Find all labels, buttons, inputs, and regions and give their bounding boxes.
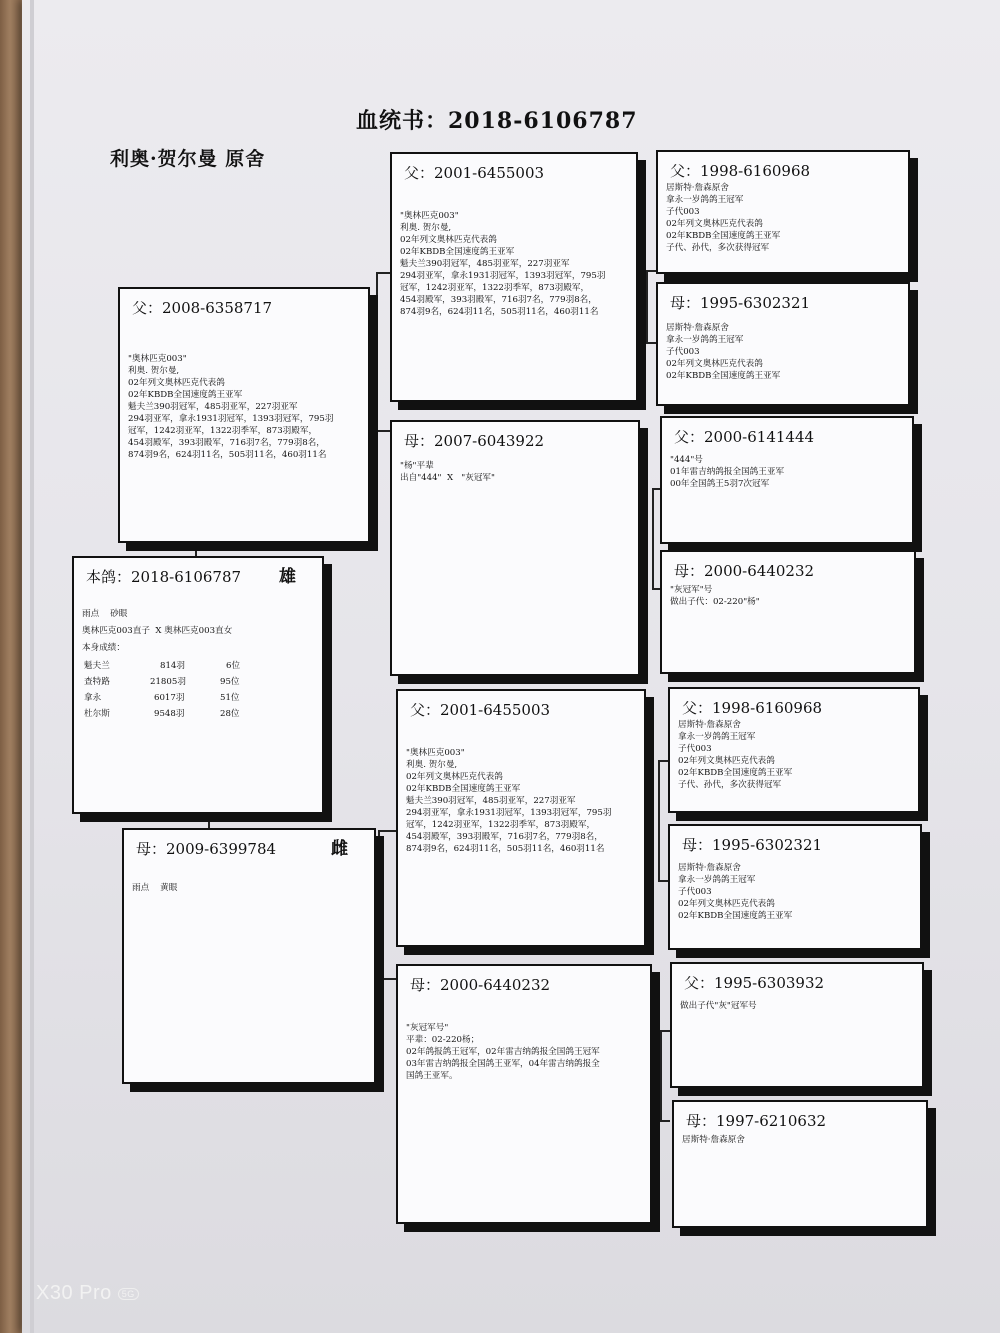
sd-sire-pedigree-text: "444"号 01年雷吉纳鸽报全国鸽王亚军 00年全国鸽王5羽7次冠军: [670, 455, 785, 489]
result-place: 51位: [220, 693, 240, 703]
connector-line: [658, 760, 668, 762]
sd-dam-card: [660, 550, 916, 674]
sd-dam-pedigree-text: "灰冠军"号 做出子代：02-220"杨": [670, 585, 760, 607]
document-title: 血统书：2018-6106787: [356, 108, 638, 134]
dam-sire-card: [396, 689, 646, 947]
connector-line: [376, 272, 390, 274]
dam-dam-ring-number: 母：2000-6440232: [410, 976, 551, 994]
connector-line: [378, 830, 396, 832]
sire-card: [118, 287, 370, 543]
network-badge: 5G: [118, 1288, 139, 1300]
ds-dam-card: [668, 824, 922, 950]
subject-line: 本身成绩：: [82, 643, 125, 653]
connector-line: [652, 588, 660, 590]
result-birds: 6017羽: [154, 693, 185, 703]
connector-line: [376, 272, 378, 432]
ss-sire-pedigree-text: 居斯特·詹森原舍 拿永一岁鸽鸽王冠军 子代003 02年列文奥林匹克代表鸽 02年KBDB全国速度鸽王亚军 子代、孙代，多次获得冠军: [666, 183, 781, 253]
connector-line: [195, 543, 197, 557]
ds-sire-card: [668, 687, 920, 813]
dam-card: [122, 828, 376, 1084]
ds-dam-pedigree-text: 居斯特·詹森原舍 拿永一岁鸽鸽王冠军 子代003 02年列文奥林匹克代表鸽 02年KBDB全国速度鸽王亚军: [678, 863, 793, 921]
sire-sire-ring-number: 父：2001-6455003: [404, 164, 545, 182]
ss-sire-ring-number: 父：1998-6160968: [670, 162, 811, 180]
dam-dam-card: [396, 964, 652, 1224]
result-race: 拿永: [84, 693, 102, 703]
connector-line: [660, 1030, 670, 1032]
sheet-edge: [30, 0, 34, 1333]
result-race: 杜尔斯: [84, 709, 110, 719]
result-place: 28位: [220, 709, 240, 719]
connector-line: [652, 488, 654, 588]
dd-dam-ring-number: 母：1997-6210632: [686, 1112, 827, 1130]
loft-name: 利奥·贺尔曼 原舍: [110, 148, 266, 170]
connector-line: [646, 342, 656, 344]
ss-dam-ring-number: 母：1995-6302321: [670, 294, 811, 312]
connector-line: [652, 488, 660, 490]
connector-line: [658, 880, 668, 882]
ss-dam-pedigree-text: 居斯特·詹森原舍 拿永一岁鸽鸽王冠军 子代003 02年列文奥林匹克代表鸽 02年KBDB全国速度鸽王亚军: [666, 323, 781, 381]
connector-line: [646, 270, 656, 272]
connector-line: [660, 1120, 670, 1122]
dam-pedigree-text: 雨点 黄眼: [132, 883, 178, 893]
subject-sex-label: 雄: [279, 567, 296, 587]
connector-line: [660, 1030, 662, 1120]
camera-model-label: X30 Pro: [36, 1282, 112, 1304]
subject-pigeon-card: [72, 556, 324, 814]
dam-ring-number: 母：2009-6399784: [136, 840, 277, 858]
ds-sire-ring-number: 父：1998-6160968: [682, 699, 823, 717]
sire-sire-card: [390, 152, 638, 402]
dam-sire-pedigree-text: "奥林匹克003" 利奥. 贺尔曼, 02年列文奥林匹克代表鸽 02年KBDB全国速度鸽王亚军 魁夫兰390羽冠军，485羽亚军，227羽亚军 294羽亚军，拿永1931羽冠军，1393羽冠军，795羽 冠军，1242羽亚军，1322羽季军，873羽殿军， 454羽殿军，393羽殿军，716羽7名，779羽8名， 874羽9名，624羽11名，505羽11名，460羽11名: [406, 748, 612, 854]
ss-sire-card: [656, 150, 910, 274]
dd-dam-card: [672, 1100, 928, 1228]
result-race: 查特路: [84, 677, 110, 687]
sire-pedigree-text: "奥林匹克003" 利奥. 贺尔曼, 02年列文奥林匹克代表鸽 02年KBDB全国速度鸽王亚军 魁夫兰390羽冠军，485羽亚军，227羽亚军 294羽亚军，拿永1931羽冠军，1393羽冠军，795羽 冠军，1242羽亚军，1322羽季军，873羽殿军， 454羽殿军，393羽殿军，716羽7名，779羽8名， 874羽9名，624羽11名，505羽11名，460羽11名: [128, 354, 334, 460]
sd-dam-ring-number: 母：2000-6440232: [674, 562, 815, 580]
connector-line: [376, 430, 390, 432]
ss-dam-card: [656, 282, 910, 406]
subject-line: 奥林匹克003直子 X 奥林匹克003直女: [82, 626, 233, 636]
connector-line: [378, 830, 380, 980]
result-birds: 21805羽: [150, 677, 186, 687]
connector-line: [646, 270, 648, 342]
dam-sire-ring-number: 父：2001-6455003: [410, 701, 551, 719]
dd-sire-pedigree-text: 做出子代"灰"冠军号: [680, 1001, 757, 1011]
sire-dam-pedigree-text: "杨"平辈 出自"444" X "灰冠军": [400, 461, 495, 483]
connector-line: [378, 978, 396, 980]
dam-dam-pedigree-text: "灰冠军号" 平辈：02-220杨； 02年鸽报鸽王冠军，02年雷吉纳鸽报全国鸽王冠军 03年雷吉纳鸽报全国鸽王亚军，04年雷吉纳鸽报全 国鸽王亚军。: [406, 1023, 600, 1081]
result-birds: 814羽: [160, 661, 185, 671]
sire-ring-number: 父：2008-6358717: [132, 299, 273, 317]
ds-dam-ring-number: 母：1995-6302321: [682, 836, 823, 854]
dam-sex-label: 雌: [331, 839, 348, 859]
result-place: 95位: [220, 677, 240, 687]
camera-watermark: [36, 1282, 139, 1305]
ds-sire-pedigree-text: 居斯特·詹森原舍 拿永一岁鸽鸽王冠军 子代003 02年列文奥林匹克代表鸽 02年KBDB全国速度鸽王亚军 子代、孙代，多次获得冠军: [678, 720, 793, 790]
result-birds: 9548羽: [154, 709, 185, 719]
sd-sire-card: [660, 416, 914, 544]
connector-line: [658, 760, 660, 880]
subject-line: 雨点 砂眼: [82, 609, 128, 619]
sire-sire-pedigree-text: "奥林匹克003" 利奥. 贺尔曼, 02年列文奥林匹克代表鸽 02年KBDB全国速度鸽王亚军 魁夫兰390羽冠军，485羽亚军，227羽亚军 294羽亚军，拿永1931羽冠军，1393羽冠军，795羽 冠军，1242羽亚军，1322羽季军，873羽殿军， 454羽殿军，393羽殿军，716羽7名，779羽8名， 874羽9名，624羽11名，505羽11名，460羽11名: [400, 211, 606, 317]
dd-sire-ring-number: 父：1995-6303932: [684, 974, 825, 992]
sire-dam-card: [390, 420, 640, 676]
sd-sire-ring-number: 父：2000-6141444: [674, 428, 815, 446]
result-race: 魁夫兰: [84, 661, 110, 671]
subject-ring-number: 本鸽：2018-6106787: [86, 568, 242, 586]
result-place: 6位: [226, 661, 241, 671]
sire-dam-ring-number: 母：2007-6043922: [404, 432, 545, 450]
dd-dam-pedigree-text: 居斯特·詹森原舍: [682, 1135, 745, 1145]
dd-sire-card: [670, 962, 924, 1088]
